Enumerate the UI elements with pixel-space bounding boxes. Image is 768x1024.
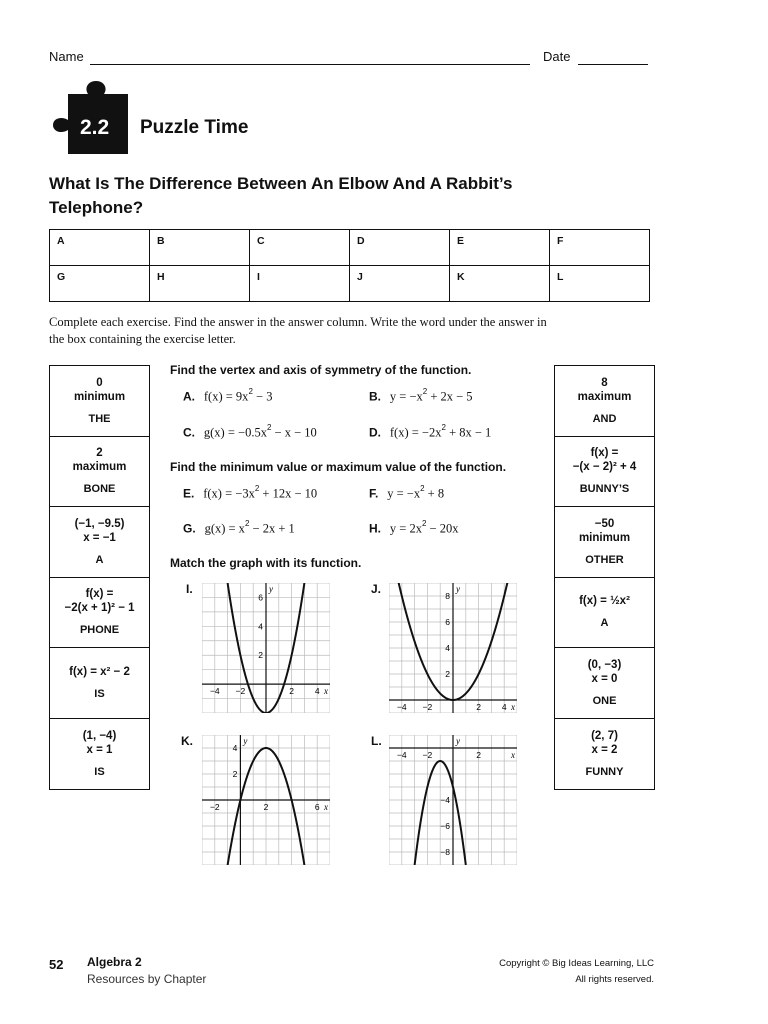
- name-field[interactable]: [90, 50, 530, 65]
- answer-cell: −50 minimum OTHER: [555, 507, 654, 578]
- graph-J: [389, 583, 517, 713]
- x-axis-label: x: [324, 802, 328, 812]
- y-tick-label: 6: [258, 592, 263, 603]
- answer-cell: (1, −4) x = 1 IS: [82, 729, 117, 778]
- y-tick-label: 2: [445, 669, 450, 679]
- exercise-E: E. $f(x) = -3x^2 + 12x - 10$: [183, 484, 318, 501]
- y-tick-label: 4: [258, 621, 263, 632]
- x-tick-label: −2: [209, 802, 220, 812]
- x-tick-label: 4: [314, 686, 320, 697]
- exercise-A: A. $f(x) = 9x^2 - 3$: [183, 387, 273, 404]
- answer-cell: f(x) = −(x − 2)² + 4 BUNNY’S: [555, 437, 654, 508]
- y-axis-label: y: [456, 736, 460, 746]
- y-tick-label: −6: [440, 821, 450, 831]
- section-minmax-heading: Find the minimum value or maximum value of the function.: [170, 460, 507, 474]
- grid-cell-I[interactable]: I: [250, 266, 350, 302]
- y-tick-label: 4: [232, 743, 238, 753]
- answer-cell: 2 maximum BONE: [50, 437, 149, 508]
- y-tick-label: 2: [258, 650, 263, 661]
- grid-cell-J[interactable]: J: [350, 266, 450, 302]
- x-tick-label: −2: [422, 702, 433, 712]
- grid-cell-G[interactable]: G: [50, 266, 150, 302]
- name-label: Name: [49, 49, 84, 64]
- grid-cell-C[interactable]: C: [250, 230, 350, 266]
- answer-cell: f(x) = −2(x + 1)² − 1 PHONE: [50, 578, 149, 649]
- y-tick-label: 2: [232, 769, 238, 779]
- x-tick-label: 2: [476, 750, 481, 760]
- y-tick-label: 6: [445, 617, 450, 627]
- graph-K-label: K.: [181, 734, 193, 748]
- y-tick-label: −4: [440, 795, 450, 805]
- page-number: 52: [49, 957, 64, 972]
- graph-K: [202, 735, 330, 865]
- answer-cell: f(x) = x² − 2 IS: [50, 648, 149, 719]
- grid-cell-A[interactable]: A: [50, 230, 150, 266]
- graph-J-label: J.: [371, 582, 382, 596]
- x-tick-label: 2: [263, 802, 269, 812]
- answer-cell: f(x) = ½x² A: [555, 578, 654, 649]
- grid-cell-K[interactable]: K: [450, 266, 550, 302]
- section-number: 2.2: [80, 116, 110, 139]
- graph-I: [202, 583, 330, 713]
- y-tick-label: −8: [440, 847, 450, 857]
- section-vertex-heading: Find the vertex and axis of symmetry of the function.: [170, 363, 472, 377]
- exercise-F: F. $y = -x^2 + 8$: [369, 484, 445, 501]
- x-tick-label: −4: [396, 750, 407, 760]
- date-field[interactable]: [578, 50, 648, 65]
- y-axis-label: y: [243, 736, 248, 746]
- answer-cell: (0, −3) x = 0 ONE: [555, 648, 654, 719]
- rights: All rights reserved.: [575, 974, 654, 985]
- answer-cell: (−1, −9.5) x = −1 A: [50, 507, 149, 578]
- right-answer-column: [554, 365, 655, 790]
- answer-cell: (2, 7) x = 2 FUNNY: [585, 729, 624, 778]
- copyright: Copyright © Big Ideas Learning, LLC: [499, 958, 654, 969]
- graph-L-label: L.: [371, 734, 382, 748]
- x-axis-label: x: [324, 686, 328, 697]
- answer-cell: 0 minimum THE: [50, 366, 149, 437]
- x-tick-label: −4: [396, 702, 407, 712]
- x-tick-label: −4: [209, 686, 220, 697]
- exercise-H: H. $y = 2x^2 - 20x$: [369, 519, 459, 536]
- x-tick-label: −2: [235, 686, 246, 697]
- x-tick-label: 6: [314, 802, 320, 812]
- answer-cell: 8 maximum AND: [555, 366, 654, 437]
- answer-grid: [49, 229, 650, 302]
- x-tick-label: 4: [501, 702, 507, 712]
- left-answer-column: [49, 365, 150, 790]
- instructions: Complete each exercise. Find the answer in the answer column. Write the word under the answer in the box containing the exercise letter.: [49, 315, 547, 346]
- exercise-C: C. $g(x) = -0.5x^2 - x - 10$: [183, 423, 317, 440]
- exercise-D: D. $f(x) = -2x^2 + 8x - 1$: [369, 423, 492, 440]
- y-axis-label: y: [456, 584, 460, 594]
- grid-cell-E[interactable]: E: [450, 230, 550, 266]
- x-tick-label: 2: [289, 686, 294, 697]
- exercise-B: B. $y = -x^2 + 2x - 5$: [369, 387, 473, 404]
- x-tick-label: 2: [476, 702, 481, 712]
- x-axis-label: x: [511, 750, 515, 760]
- grid-cell-H[interactable]: H: [150, 266, 250, 302]
- exercise-G: G. $g(x) = x^2 - 2x + 1$: [183, 519, 295, 536]
- page-title: Puzzle Time: [140, 117, 249, 138]
- x-tick-label: −2: [422, 750, 433, 760]
- book-subtitle: Resources by Chapter: [87, 972, 207, 986]
- y-axis-label: y: [269, 584, 273, 594]
- x-axis-label: x: [511, 702, 515, 712]
- section-match-heading: Match the graph with its function.: [170, 556, 362, 570]
- y-tick-label: 8: [445, 591, 450, 601]
- riddle-question: What Is The Difference Between An Elbow And A Rabbit’s Telephone?: [49, 174, 513, 217]
- grid-cell-F[interactable]: F: [550, 230, 650, 266]
- date-label: Date: [543, 49, 571, 64]
- grid-cell-B[interactable]: B: [150, 230, 250, 266]
- grid-cell-D[interactable]: D: [350, 230, 450, 266]
- graph-I-label: I.: [186, 582, 193, 596]
- book-title: Algebra 2: [87, 955, 142, 969]
- y-tick-label: 4: [445, 643, 450, 653]
- graph-L: [389, 735, 517, 865]
- grid-cell-L[interactable]: L: [550, 266, 650, 302]
